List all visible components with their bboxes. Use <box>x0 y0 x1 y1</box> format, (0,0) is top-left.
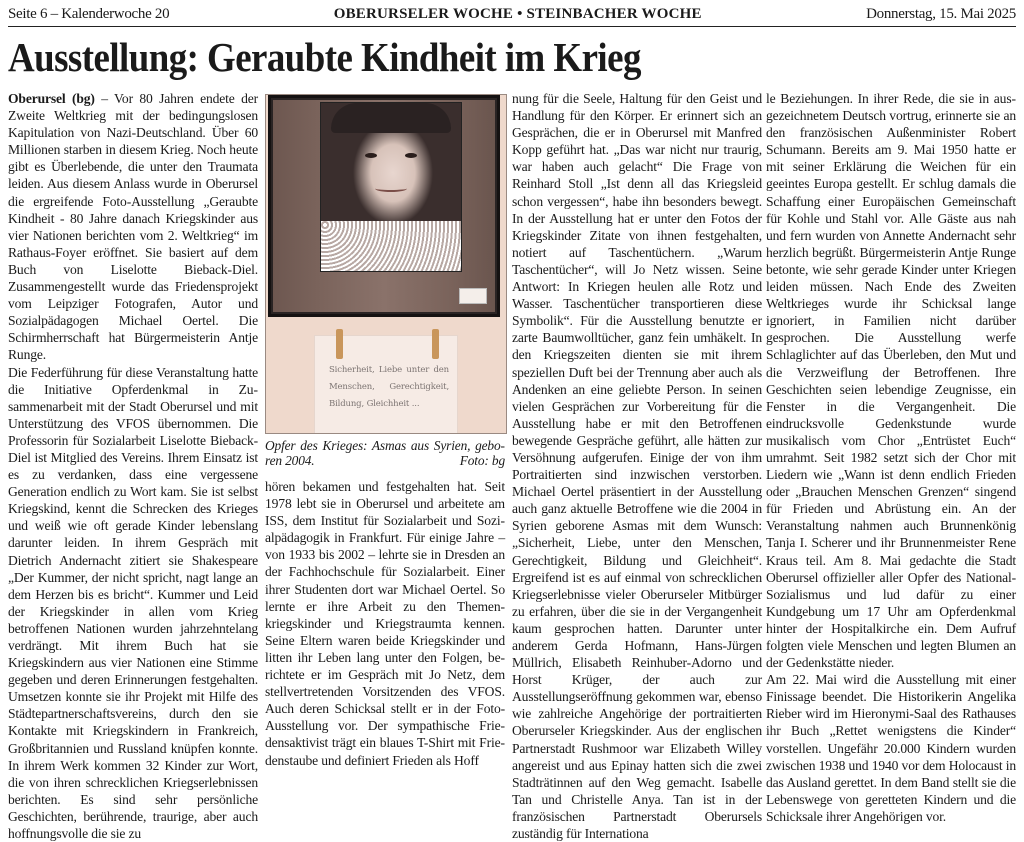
dateline: Oberursel (bg) <box>8 91 95 106</box>
paragraph: nung für die Seele, Haltung für den Geist und Handlung für den Körper. Er erinnert sich an Gesprächen, die er in Oberursel mit Manfred Kopp geführt hat. „Das war nicht nur traurig, war haben auch gelacht“ Die Frage von Reinhard Stoll „Ist denn all das Kriegsleid schon vergessen“, habe ihn besonders bewegt. In der Ausstellung hat er unter den Fotos der Kriegskinder Zitate von ihnen festgehalten, notiert auf Taschentüchern. „Warum Taschentücher“, will Jo Netz wissen. Seine Antwort: In Kriegen heulen alle Rotz und Wasser. Taschentücher transportieren diese Symbolik“. Für die Ausstellung benutzte er zarte Baumwolltücher, ganz fein umhäkelt. In den Kriegszeiten dienten sie mit ihrem speziellen Duft bei der Trennung aber auch als Andenken an eine geliebte Person. In seinen vielen Gesprächen zur Vorbereitung für die Ausstellung habe er mit den Betroffenen bewegende Gespräche geführt, alle hätten zur Versöhnung aufgerufen. Einige der von ihm Portraitierten sind inzwischen verstorben. Michael Oertel präsentiert in der Ausstellung auch ganz aktuelle Betroffene wie die 2004 in Syrien geborene Asmas mit dem Wunsch: „Sicherheit, Liebe, unter den Menschen, Gerechtigkeit, Bildung und Gleichheit“. Ergreifend ist es auf einmal von schrecklichen Kriegserlebnisse vieler Oberurseler Mitbürger zu erfahren, über die sie in der Vergangenheit kaum gesprochen hatten. Darunter unter anderem Gerda Hofmann, Hans-Jürgen Müllrich, Elisabeth Reinhuber-Adorno und Horst Krüger, der auch zur Ausstellungseröffnung gekommen war, ebenso wie zahlreiche Angehörige der portraitierten Oberurseler Kriegskinder. Aus der englischen Partnerstadt Rushmoor war Elizabeth Willey angereist und aus Epinay hatten sich die zwei Stadträtinnen auf den Weg gemacht. Isabelle Tan und Christelle Anya. Tan ist in der französischen Partnerstadt Oberursels zuständig für Internationa <box>512 90 762 842</box>
label-card <box>459 288 487 304</box>
handkerchief-text: Sicherheit, Liebe unter den Menschen, Gerechtigkeit, Bildung, Gleichheit ... <box>329 362 449 413</box>
paragraph: Die Federführung für diese Veranstaltung hatte die Initiative Opferdenkmal in Zusammenarbeit mit der Stadt Oberursel und mit Unterstützung des VFOS übernommen. Die Professorin für Sozialarbeit Liselotte Bieback-Diel ist Mitglied des Vereins. Ihrem Einsatz ist es zu verdanken, dass eine vergessene Generation endlich zu Wort kam. Sie ist selbst Kriegskind, kennt die Schrecken des Krieges und weiß wie oft gerade Kinder lebenslang darunter leiden. In ihrem Gespräch mit Dietrich Andernacht zitiert sie Shakespeare „Der Kummer, der nicht spricht, nagt lange an dem Herzen bis es bricht“. Kummer und Leid der Kriegskinder in allen vom Krieg betroffenen Nationen wurden jahrzehntelang verdrängt. Mit ihrem Buch hat sie Kriegskindern aus vier Nationen eine Stimme gegeben und deren Erinnerungen festgehalten. Umsetzen konnte sie ihr Projekt mit Hilfe des Städtepartnerschaftsvereins, durch den sie Kontakte mit Kriegskindern in Frankreich, Großbritannien und Russland knüpfen konnte. In ihrem Werk kommen 32 Kinder zur Wort, die von ihren schrecklichen Kriegserlebnissen berichten. Es sind sehr persönliche Geschichten, berührende, traurige, aber auch hoffnungsvolle die sie zu <box>8 364 258 842</box>
portrait-image <box>320 102 462 272</box>
paragraph: Am 22. Mai wird die Ausstellung mit einer Finissage beendet. Die Historikerin Angelika Rieber wird im Hieronymi-Saal des Rathauses ihr Buch „Rettet wenigstens die Kinder“ vorstellen. Ungefähr 20.000 Kindern wurden zwischen 1938 und 1940 vor dem Holocaust in das Ausland gerettet. In dem Band stellt sie die Lebenswege von geretteten Kindern und die Schicksale ihrer Angehörigen vor. <box>766 671 1016 825</box>
photo-credit: Foto: bg <box>460 453 505 468</box>
article-column-4 <box>766 90 1016 825</box>
clothespin-icon <box>336 329 343 359</box>
issue-date: Donnerstag, 15. Mai 2025 <box>866 6 1016 23</box>
paragraph: Oberursel (bg) – Vor 80 Jahren endete der Zweite Weltkrieg mit der bedingungslosen Kapitulation von Nazi-Deutschland. Über 60 Millionen starben in diesem Krieg. Noch heute gibt es Überlebende, die unter den Traumata leiden. Aus diesem Anlass wurde in Oberursel die ergreifende Foto-Ausstellung „Geraubte Kindheit - 80 Jahre danach Kriegskinder aus vier Nationen berichten vom 2. Weltkrieg“ im Rathaus-Foyer eröffnet. Sie basiert auf dem Buch von Liselotte Bieback-Diel. Zusammengestellt wurde das Friedensprojekt vom Leipziger Fotografen, Autor und Sozialpädagogen Michael Oertel. Die Schirmherrschaft hat Bürgermeisterin Antje Runge. <box>8 90 258 364</box>
page-header <box>8 4 1016 27</box>
page-info: Seite 6 – Kalenderwoche 20 <box>8 6 169 23</box>
article-column-2 <box>265 90 505 769</box>
article-column-3 <box>512 90 762 842</box>
clothespin-icon <box>432 329 439 359</box>
article-photo <box>265 94 507 434</box>
photo-caption: Opfer des Krieges: Asmas aus Syrien, geboren 2004. Foto: bg <box>265 438 505 468</box>
paragraph: le Beziehungen. In ihrer Rede, die sie in ausgezeichnetem Deutsch vortrug, erinnerte sie an den französischen Außenminister Robert Schumann. Bereits am 9. Mai 1950 hatte er mit seiner Erklärung die Weichen für ein geeintes Europa gestellt. Er schlug damals die Schaffung einer Europäischen Gemeinschaft für Kohle und Stahl vor. Alle Gäste aus nah und fern wurden von Annette Andernacht sehr herzlich begrüßt. Bürgermeisterin Antje Runge betonte, wie sehr gerade Kinder unter Kriegen leiden müssen. Nach Ende des Zweiten Weltkrieges wurde ihr Schicksal lange ignoriert, in Familien nicht darüber gesprochen. Die Ausstellung werfe Schlaglichter auf das Überleben, den Mut und die Verzweiflung der Betroffenen. Ihre Geschichten seien lebendige Zeugnisse, ein Fenster in die Vergangenheit. Die eindrucksvolle Gedenkstunde wurde musikalisch vom Chor „Entrüstet Euch“ umrahmt. Seit 1982 setzt sich der Chor mit Liedern wie „Wann ist denn endlich Frieden oder „Brauchen Menschen Grenzen“ singend für Frieden und Abrüstung ein. An der Veranstaltung nahmen auch Brunnenkönig Tanja I. Scherer und ihr Brunnenmeister Rene Kraus teil. Am 8. Mai gedachte die Stadt Oberursel offizieller aller Opfer des National-Sozialismus und lud dafür zu einer Kundgebung um 17 Uhr am Opferdenkmal hinter der Hospitalkirche ein. Dem Aufruf folgten viele Menschen und legten Blumen an der Gedenkstätte nieder. <box>766 90 1016 671</box>
newspaper-name: OBERURSELER WOCHE • STEINBACHER WOCHE <box>334 6 702 23</box>
paragraph: hören bekamen und festgehalten hat. Seit 1978 lebt sie in Oberursel und arbeitete am ISS, dem Institut für Sozialarbeit und Sozialpädagogik in Frankfurt. Für einige Jahre – von 1933 bis 2002 – lehrte sie in Dresden an der Fachhochschule für Sozialarbeit. Einer ihrer Studenten dort war Michael Oertel. So lernte er ihre Arbeit zu den Themenkriegskinder und Kriegstraumta kennen. Seine Eltern waren beide Kriegskinder und litten ihr Leben lang unter den Folgen, berichtete er im Gespräch mit Jo Netz, dem stellvertretenden Vorsitzenden des VFOS. Auch deren Schicksal stellt er in der Foto-Ausstellung vor. Der sympathische Friedensaktivist trägt ein blaues T-Shirt mit Friedenstaube und definiert Frieden als Hoff <box>265 478 505 769</box>
article-headline: Ausstellung: Geraubte Kindheit im Krieg <box>8 34 641 80</box>
picture-frame <box>268 95 500 317</box>
article-column-1 <box>8 90 258 842</box>
